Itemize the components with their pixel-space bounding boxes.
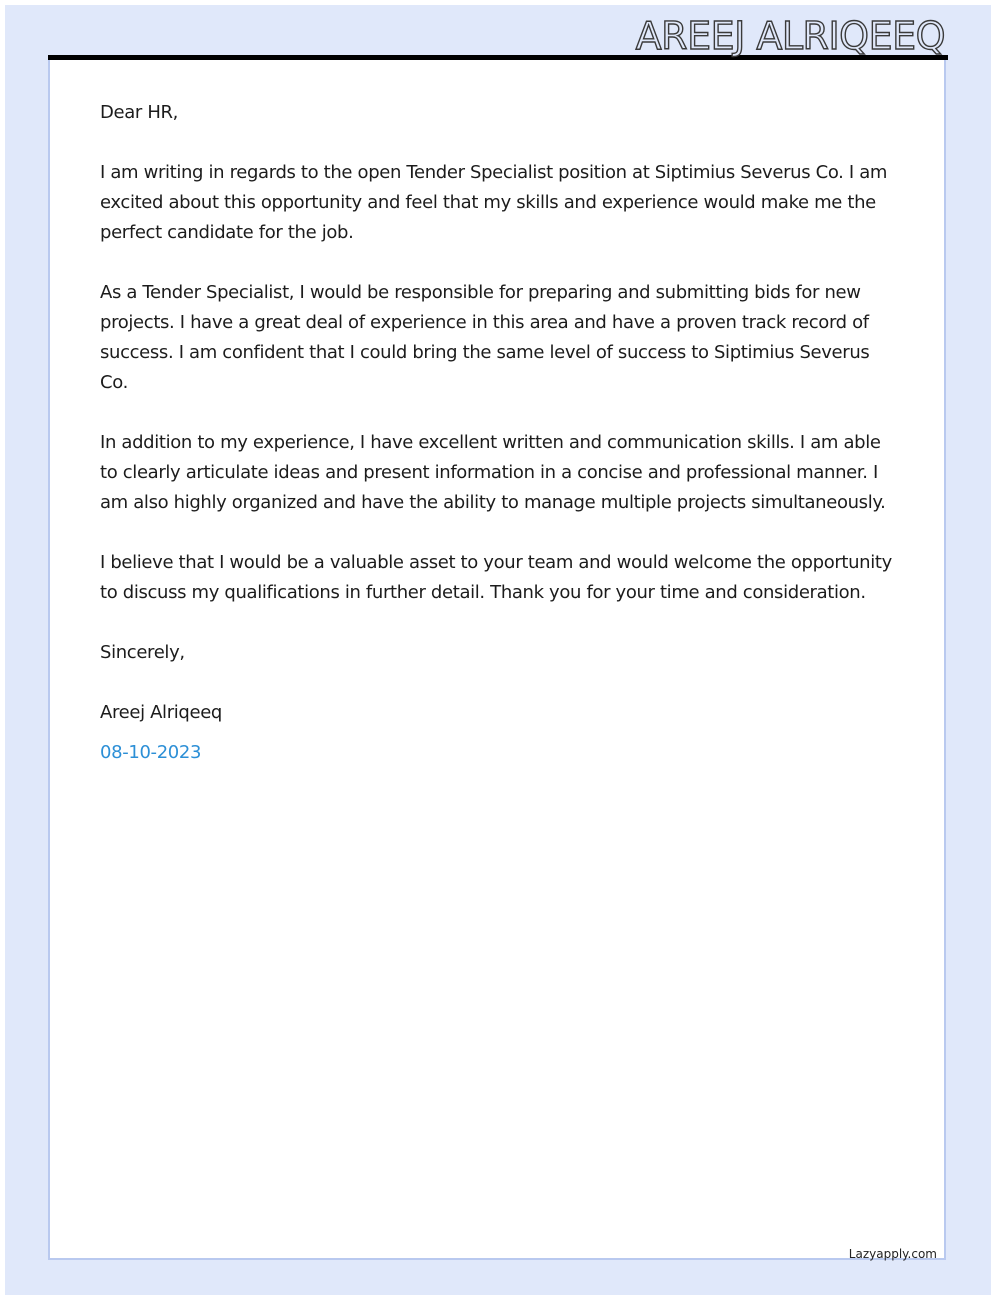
closing: Sincerely, xyxy=(100,642,185,663)
paragraph-skills: In addition to my experience, I have excellent written and communication skills. I am able to clearly articulate ideas and present information in a concise and professional manner. I am also highly organized and have the ability to manage multiple projects simultaneously. xyxy=(100,432,886,513)
paragraph-intro: I am writing in regards to the open Tender Specialist position at Siptimius Severus Co. I am excited about this opportunity and feel that my skills and experience would make me the perfect candidate for the job. xyxy=(100,162,888,243)
cover-letter-body xyxy=(100,98,900,768)
letter-date: 08-10-2023 xyxy=(100,742,202,763)
paragraph-closing-remarks: I believe that I would be a valuable asset to your team and would welcome the opportunity to discuss my qualifications in further detail. Thank you for your time and consideration. xyxy=(100,552,892,603)
paragraph-responsibilities: As a Tender Specialist, I would be responsible for preparing and submitting bids for new projects. I have a great deal of experience in this area and have a proven track record of success. I am confident that I could bring the same level of success to Siptimius Severus Co. xyxy=(100,282,870,393)
salutation: Dear HR, xyxy=(100,102,179,123)
footer-brand: Lazyapply.com xyxy=(848,1247,937,1261)
signer-name: Areej Alriqeeq xyxy=(100,702,223,723)
applicant-name-header: AREEJ ALRIQEEQ xyxy=(635,14,945,58)
